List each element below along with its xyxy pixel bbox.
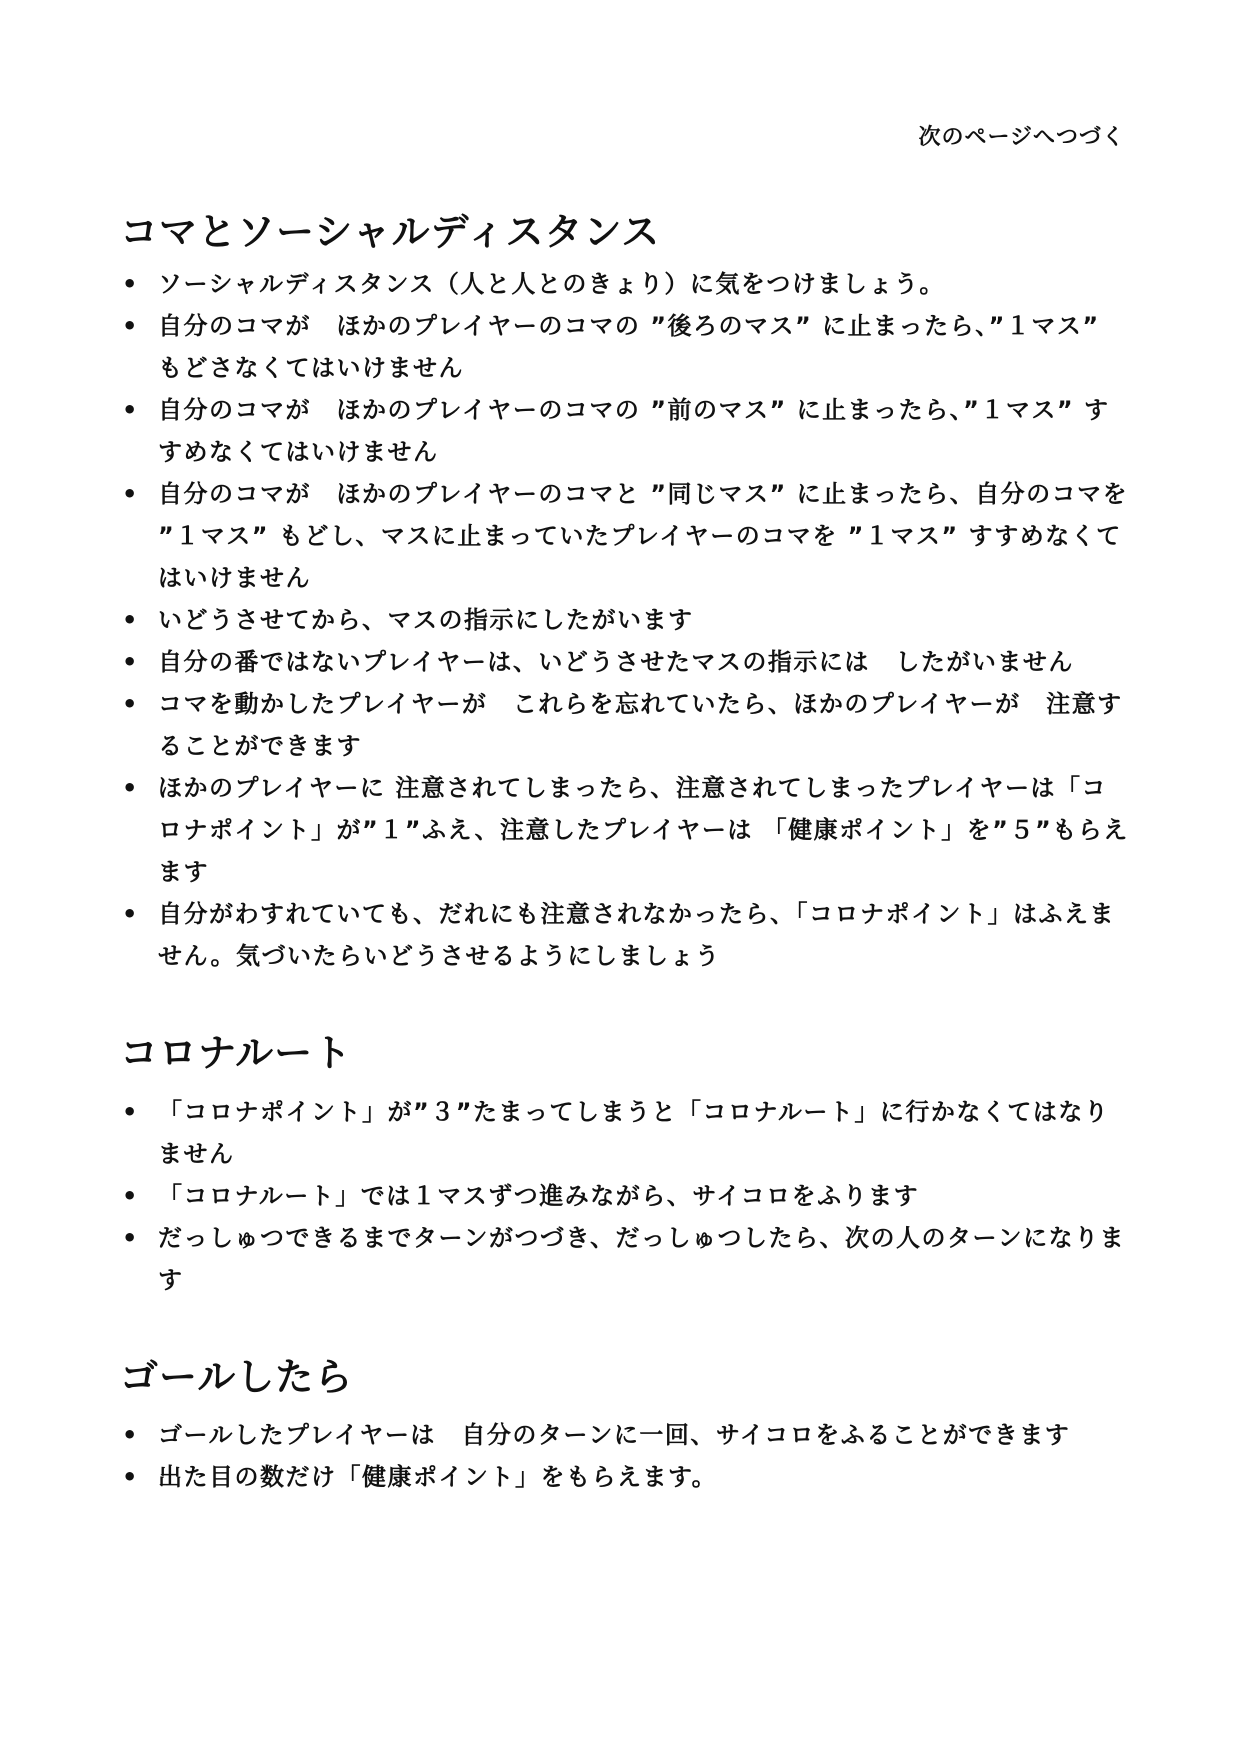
bullet-icon: •	[122, 606, 139, 635]
list-item-text: 自分のコマが ほかのプレイヤーのコマの ”前のマス” に止まったら、”１マス” すすめなくてはいけません	[158, 396, 1110, 467]
rule-list	[120, 263, 1130, 977]
list-item	[120, 641, 1130, 683]
bullet-icon: •	[122, 900, 139, 929]
list-item	[120, 1091, 1130, 1175]
list-item-text: 自分のコマが ほかのプレイヤーのコマの ”後ろのマス” に止まったら、”１マス” もどさなくてはいけません	[158, 312, 1100, 383]
bullet-icon: •	[122, 396, 139, 425]
list-item-text: 「コロナポイント」が”３”たまってしまうと「コロナルート」に行かなくてはなりません	[158, 1097, 1110, 1168]
list-item-text: 自分がわすれていても、だれにも注意されなかったら、「コロナポイント」はふえません。気づいたらいどうさせるようにしましょう	[158, 900, 1115, 971]
section-title: コマとソーシャルディスタンス	[120, 210, 661, 254]
list-item-text: 「コロナルート」では１マスずつ進みながら、サイコロをふります	[158, 1181, 920, 1210]
bullet-icon: •	[122, 1223, 139, 1252]
list-item	[120, 767, 1130, 893]
bullet-icon: •	[122, 480, 139, 509]
section-corona-route	[120, 1029, 1130, 1300]
list-item	[120, 683, 1130, 767]
list-item-text: ソーシャルディスタンス（人と人とのきょり）に気をつけましょう。	[158, 270, 945, 299]
list-item	[120, 263, 1130, 305]
list-item-text: コマを動かしたプレイヤーが これらを忘れていたら、ほかのプレイヤーが 注意することができます	[158, 690, 1123, 761]
bullet-icon: •	[122, 270, 139, 299]
list-item	[120, 1414, 1130, 1456]
section-social-distance	[120, 208, 1130, 977]
list-item	[120, 1175, 1130, 1217]
list-item	[120, 1456, 1130, 1498]
continue-note: 次のページへつづく	[918, 125, 1125, 150]
rules-content	[120, 208, 1130, 1538]
list-item-text: 自分のコマが ほかのプレイヤーのコマと ”同じマス” に止まったら、自分のコマを ”１マス” もどし、マスに止まっていたプレイヤーのコマを ”１マス” すすめなくてはいけません	[158, 480, 1129, 593]
list-item	[120, 599, 1130, 641]
list-item-text: ゴールしたプレイヤーは 自分のターンに一回、サイコロをふることができます	[158, 1421, 1071, 1450]
bullet-icon: •	[122, 1421, 139, 1450]
bullet-icon: •	[122, 1181, 139, 1210]
list-item	[120, 473, 1130, 599]
bullet-icon: •	[122, 1097, 139, 1126]
list-item	[120, 1217, 1130, 1301]
bullet-icon: •	[122, 690, 139, 719]
rule-list	[120, 1414, 1130, 1498]
list-item-text: 出た目の数だけ「健康ポイント」をもらえます。	[158, 1463, 718, 1492]
list-item-text: 自分の番ではないプレイヤーは、いどうさせたマスの指示には したがいません	[158, 648, 1074, 677]
section-after-goal	[120, 1353, 1130, 1498]
list-item	[120, 305, 1130, 389]
section-title: コロナルート	[120, 1031, 353, 1076]
bullet-icon: •	[122, 648, 139, 677]
bullet-icon: •	[122, 774, 139, 803]
list-item	[120, 893, 1130, 977]
list-item-text: ほかのプレイヤーに 注意されてしまったら、注意されてしまったプレイヤーは「コロナポイント」が”１”ふえ、注意したプレイヤーは 「健康ポイント」を”５”もらえます	[158, 774, 1129, 887]
list-item-text: いどうさせてから、マスの指示にしたがいます	[158, 606, 694, 635]
bullet-icon: •	[122, 1463, 139, 1492]
bullet-icon: •	[122, 312, 139, 341]
list-item-text: だっしゅつできるまでターンがつづき、だっしゅつしたら、次の人のターンになります	[158, 1223, 1126, 1294]
rule-list	[120, 1091, 1130, 1301]
list-item	[120, 389, 1130, 473]
section-title: ゴールしたら	[120, 1354, 354, 1399]
